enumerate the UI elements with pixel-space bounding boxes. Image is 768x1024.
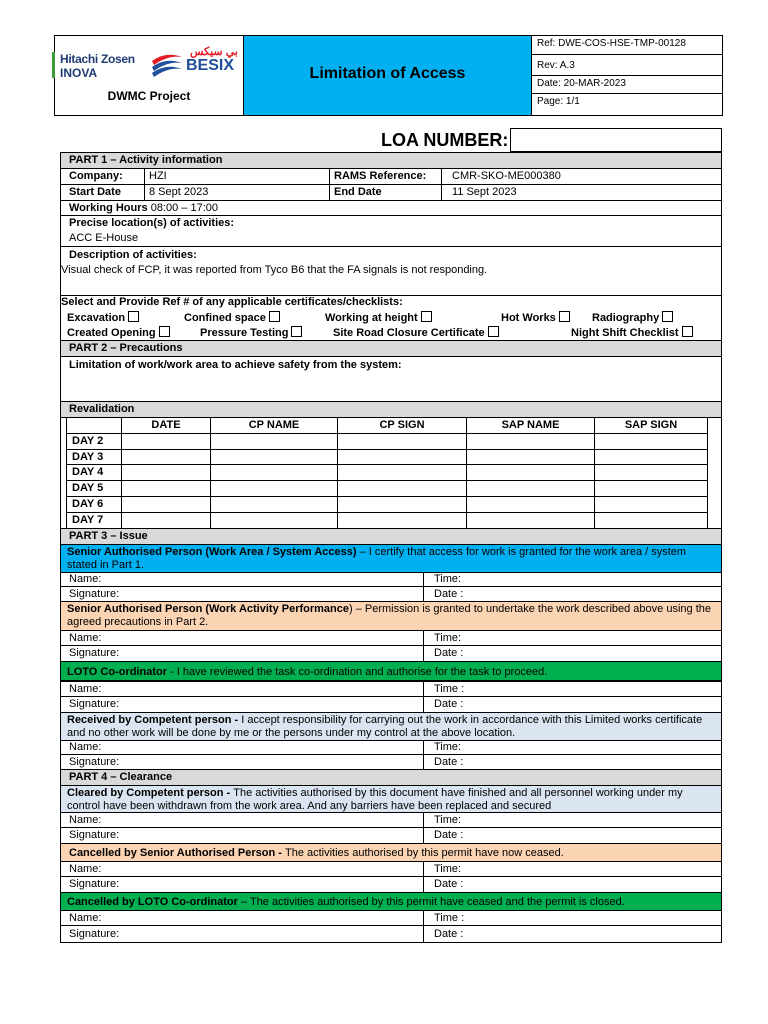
date-field[interactable] <box>423 754 722 770</box>
time-label: Time: <box>434 741 462 753</box>
name-field[interactable] <box>60 910 424 926</box>
company-field[interactable] <box>144 168 330 185</box>
certificates-box <box>60 295 722 341</box>
part4-header <box>60 769 722 786</box>
certificate-label: Site Road Closure Certificate <box>333 327 485 339</box>
loto-statement <box>60 661 722 681</box>
reval-column-header: DATE <box>121 417 211 434</box>
reval-entry-cell[interactable] <box>210 496 338 513</box>
name-field[interactable] <box>60 861 424 877</box>
location-label: Precise location(s) of activities: <box>69 217 235 229</box>
rams-value: CMR-SKO-ME000380 <box>452 170 561 182</box>
time-field[interactable] <box>423 681 722 697</box>
cancelled-sap-fields <box>60 861 722 893</box>
signature-field[interactable] <box>60 754 424 770</box>
date-field[interactable] <box>423 645 722 662</box>
reval-entry-cell[interactable] <box>466 496 595 513</box>
certificate-night-shift-checklist <box>571 326 693 339</box>
part1-header <box>60 152 722 169</box>
time-label: Time: <box>434 632 462 644</box>
signature-field[interactable] <box>60 586 424 602</box>
certificate-label: Pressure Testing <box>200 327 289 339</box>
certificate-checkbox[interactable] <box>488 326 499 337</box>
reval-entry-cell[interactable] <box>210 433 338 450</box>
cancelled-loto-statement <box>60 892 722 911</box>
signature-label: Signature: <box>69 698 120 710</box>
certificate-label: Working at height <box>325 312 418 324</box>
location-value: ACC E-House <box>69 232 139 244</box>
name-label: Name: <box>69 573 102 585</box>
cleared-fields <box>60 812 722 844</box>
sap-access-fields <box>60 572 722 602</box>
cancelled-sap-statement <box>60 843 722 862</box>
certificate-checkbox[interactable] <box>159 326 170 337</box>
sap-performance-text: ) – Permission is granted to undertake the work described above using the agreed precautions in Part 2. <box>67 603 711 628</box>
start-date-label-text: Start Date <box>69 186 121 198</box>
signature-field[interactable] <box>60 696 424 713</box>
certificate-checkbox[interactable] <box>559 311 570 322</box>
reval-entry-cell[interactable] <box>121 512 211 529</box>
date-label: Date : <box>434 928 464 940</box>
loto-fields <box>60 681 722 713</box>
reval-entry-cell[interactable] <box>337 449 467 465</box>
name-label: Name: <box>69 741 102 753</box>
sap-access-bold: Senior Authorised Person (Work Area / System Access) <box>67 546 357 558</box>
besix-logo-text: BESIX <box>186 57 235 74</box>
cleared-statement <box>60 785 722 813</box>
date-field[interactable] <box>423 586 722 602</box>
date-field[interactable] <box>423 827 722 844</box>
page-title: Limitation of Access <box>309 65 466 82</box>
hitachi-logo <box>60 52 150 80</box>
loa-number-field[interactable] <box>510 128 722 152</box>
reval-entry-cell[interactable] <box>594 449 708 465</box>
time-field[interactable] <box>423 572 722 587</box>
reval-entry-cell[interactable] <box>594 512 708 529</box>
date-cell <box>531 75 723 94</box>
reval-day-label: DAY 6 <box>66 496 122 513</box>
reval-column-header: CP SIGN <box>337 417 467 434</box>
reval-entry-cell[interactable] <box>337 464 467 481</box>
cancelled-loto-bold: Cancelled by LOTO Co-ordinator <box>67 896 238 908</box>
reval-entry-cell[interactable] <box>337 496 467 513</box>
reval-entry-cell[interactable] <box>594 480 708 497</box>
reval-entry-cell[interactable] <box>121 480 211 497</box>
name-field[interactable] <box>60 740 424 755</box>
cancelled-loto-text: – The activities authorised by this permit have ceased and the permit is closed. <box>237 896 625 908</box>
description-value: Visual check of FCP, it was reported from Tyco B6 that the FA signals is not responding. <box>61 264 488 276</box>
reval-entry-cell[interactable] <box>594 464 708 481</box>
certificate-confined-space <box>184 311 280 324</box>
besix-swoosh-icon <box>150 49 184 79</box>
hitachi-logo-bar <box>52 52 55 78</box>
company-value: HZI <box>149 170 167 182</box>
signature-field[interactable] <box>60 645 424 662</box>
reval-entry-cell[interactable] <box>337 433 467 450</box>
certificate-excavation <box>67 311 139 324</box>
name-label: Name: <box>69 863 102 875</box>
reval-column-header: SAP NAME <box>466 417 595 434</box>
signature-label: Signature: <box>69 588 120 600</box>
time-label: Time: <box>434 814 462 826</box>
date-label: Date : <box>434 588 464 600</box>
competent-received-fields <box>60 740 722 770</box>
time-label: Time: <box>434 573 462 585</box>
reval-entry-cell[interactable] <box>466 449 595 465</box>
revalidation-table <box>60 417 722 533</box>
certificate-site-road-closure-certificate <box>333 326 499 339</box>
date-label: Date : <box>434 698 464 710</box>
besix-logo <box>150 45 240 77</box>
time-label: Time: <box>434 863 462 875</box>
sap-performance-bold: Senior Authorised Person (Work Activity Performance <box>67 603 349 615</box>
date-field[interactable] <box>423 925 722 943</box>
signature-field[interactable] <box>60 876 424 893</box>
reval-entry-cell[interactable] <box>210 512 338 529</box>
part2-title: PART 2 – Precautions <box>69 342 183 354</box>
start-date-field[interactable] <box>144 184 330 201</box>
sap-performance-statement <box>60 601 722 631</box>
reval-entry-cell[interactable] <box>121 449 211 465</box>
certificate-label: Radiography <box>592 312 660 324</box>
certificate-checkbox[interactable] <box>682 326 693 337</box>
date-field[interactable] <box>423 876 722 893</box>
time-label: Time : <box>434 683 465 695</box>
sap-access-statement <box>60 544 722 573</box>
reval-entry-cell[interactable] <box>594 433 708 450</box>
date-label: Date : <box>434 829 464 841</box>
name-field[interactable] <box>60 681 424 697</box>
certificate-checkbox[interactable] <box>421 311 432 322</box>
besix-arabic-text: بي سيكس <box>190 46 238 58</box>
sap-performance-fields <box>60 630 722 662</box>
name-field[interactable] <box>60 630 424 646</box>
cleared-text: The activities authorised by this document have finished and all personnel working under my control have been withdrawn from the work area. And any barriers have been replaced and secured <box>67 787 683 812</box>
page-text: Page: 1/1 <box>537 96 580 107</box>
end-date-field[interactable] <box>441 184 722 201</box>
working-hours-row[interactable] <box>60 200 722 216</box>
page-cell <box>531 93 723 116</box>
name-field[interactable] <box>60 812 424 828</box>
certificate-label: Hot Works <box>501 312 556 324</box>
working-hours-value: 08:00 – 17:00 <box>147 202 218 214</box>
limitation-box[interactable] <box>60 356 722 402</box>
cancelled-sap-bold: Cancelled by Senior Authorised Person - <box>69 847 285 859</box>
reval-entry-cell[interactable] <box>594 496 708 513</box>
certificate-created-opening <box>67 326 170 339</box>
certificate-radiography <box>592 311 673 324</box>
end-date-label-text: End Date <box>334 186 382 198</box>
part3-header <box>60 528 722 545</box>
signature-label: Signature: <box>69 829 120 841</box>
signature-label: Signature: <box>69 756 120 768</box>
name-label: Name: <box>69 632 102 644</box>
signature-label: Signature: <box>69 928 120 940</box>
name-label: Name: <box>69 912 102 924</box>
rams-label <box>329 168 442 185</box>
reval-day-label: DAY 3 <box>66 449 122 465</box>
signature-label: Signature: <box>69 878 120 890</box>
reval-entry-cell[interactable] <box>121 433 211 450</box>
location-box[interactable] <box>60 215 722 247</box>
reval-entry-cell[interactable] <box>210 464 338 481</box>
reval-day-label: DAY 7 <box>66 512 122 529</box>
certificate-checkbox[interactable] <box>291 326 302 337</box>
date-label: Date : <box>434 756 464 768</box>
date-text: Date: 20-MAR-2023 <box>537 78 626 89</box>
reval-entry-cell[interactable] <box>210 449 338 465</box>
ref-text: Ref: DWE-COS-HSE-TMP-00128 <box>537 38 686 49</box>
certificate-label: Excavation <box>67 312 126 324</box>
reval-day-label: DAY 5 <box>66 480 122 497</box>
certificate-label: Confined space <box>184 312 266 324</box>
reval-day-label: DAY 4 <box>66 464 122 481</box>
start-date-label <box>60 184 145 201</box>
revalidation-title: Revalidation <box>69 403 135 415</box>
reval-entry-cell[interactable] <box>466 512 595 529</box>
certificate-checkbox[interactable] <box>128 311 139 322</box>
part2-header <box>60 340 722 357</box>
time-field[interactable] <box>423 812 722 828</box>
reval-entry-cell[interactable] <box>337 512 467 529</box>
loto-bold: LOTO Co-ordinator <box>67 666 168 678</box>
competent-received-text: I accept responsibility for carrying out the work in accordance with this Limited works certificate and no other work will be done by me or the persons under my control at the above location. <box>67 714 703 739</box>
cancelled-sap-text: The activities authorised by this permit have now ceased. <box>284 847 564 859</box>
certificate-checkbox[interactable] <box>662 311 673 322</box>
date-label: Date : <box>434 878 464 890</box>
loto-text: - I have reviewed the task co-ordination and authorise for the task to proceed. <box>167 666 548 678</box>
part1-title: PART 1 – Activity information <box>69 154 223 166</box>
reval-entry-cell[interactable] <box>210 480 338 497</box>
certificate-pressure-testing <box>200 326 302 339</box>
description-box[interactable] <box>60 246 722 296</box>
signature-field[interactable] <box>60 925 424 943</box>
competent-received-bold: Received by Competent person - <box>67 714 242 726</box>
rev-text: Rev: A.3 <box>537 60 575 71</box>
reval-entry-cell[interactable] <box>466 480 595 497</box>
reval-entry-cell[interactable] <box>466 433 595 450</box>
time-field[interactable] <box>423 861 722 877</box>
date-field[interactable] <box>423 696 722 713</box>
certificate-checkbox[interactable] <box>269 311 280 322</box>
reval-entry-cell[interactable] <box>121 464 211 481</box>
rev-cell <box>531 54 723 76</box>
project-name: DWMC Project <box>107 89 191 103</box>
time-field[interactable] <box>423 630 722 646</box>
time-label: Time : <box>434 912 465 924</box>
limitation-label: Limitation of work/work area to achieve safety from the system: <box>69 359 402 371</box>
certificate-working-at-height <box>325 311 432 324</box>
name-label: Name: <box>69 814 102 826</box>
reval-entry-cell[interactable] <box>466 464 595 481</box>
cancelled-loto-fields <box>60 910 722 943</box>
reval-entry-cell[interactable] <box>121 496 211 513</box>
name-label: Name: <box>69 683 102 695</box>
date-label: Date : <box>434 647 464 659</box>
revalidation-header <box>60 401 722 418</box>
hitachi-logo-text: Hitachi Zosen <box>60 52 135 66</box>
certificate-hot-works <box>501 311 570 324</box>
reval-column-header: CP NAME <box>210 417 338 434</box>
rams-field[interactable] <box>441 168 722 185</box>
sap-access-text: – I certify that access for work is granted for the work area / system stated in Part 1. <box>67 546 687 571</box>
signature-field[interactable] <box>60 827 424 844</box>
ref-cell <box>531 35 723 55</box>
reval-day-label: DAY 2 <box>66 433 122 450</box>
signature-label: Signature: <box>69 647 120 659</box>
rams-label-text: RAMS Reference: <box>334 170 427 182</box>
reval-entry-cell[interactable] <box>337 480 467 497</box>
working-hours-label: Working Hours <box>69 202 148 214</box>
company-label-text: Company: <box>69 170 123 182</box>
description-label: Description of activities: <box>69 249 197 261</box>
reval-column-header: SAP SIGN <box>594 417 708 434</box>
company-label <box>60 168 145 185</box>
part4-title: PART 4 – Clearance <box>69 771 173 783</box>
end-date-value: 11 Sept 2023 <box>452 186 517 198</box>
competent-received-statement <box>60 712 722 741</box>
reval-corner-cell <box>66 417 122 434</box>
name-field[interactable] <box>60 572 424 587</box>
time-field[interactable] <box>423 740 722 755</box>
loa-number-label: LOA NUMBER: <box>381 130 509 150</box>
certificate-label: Created Opening <box>67 327 156 339</box>
inova-logo-text: INOVA <box>60 66 98 80</box>
cleared-bold: Cleared by Competent person - <box>67 787 234 799</box>
certificates-label: Select and Provide Ref # of any applicable certificates/checklists: <box>61 296 403 308</box>
certificate-label: Night Shift Checklist <box>571 327 679 339</box>
time-field[interactable] <box>423 910 722 926</box>
start-date-value: 8 Sept 2023 <box>149 186 209 198</box>
end-date-label <box>329 184 442 201</box>
part3-title: PART 3 – Issue <box>69 530 148 542</box>
